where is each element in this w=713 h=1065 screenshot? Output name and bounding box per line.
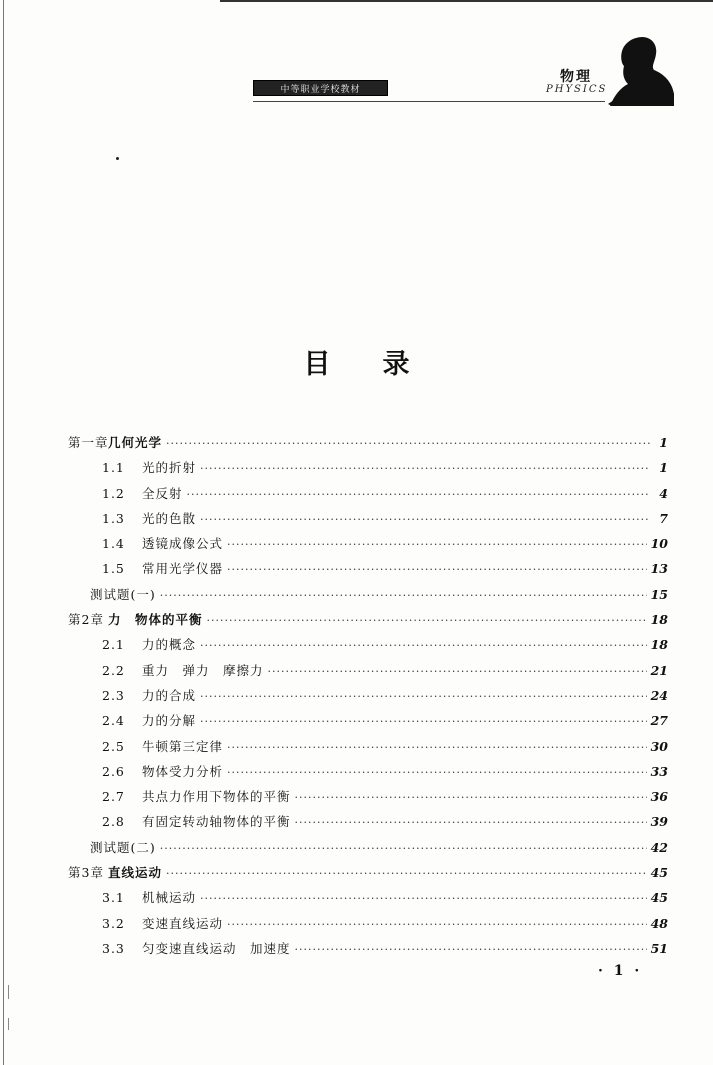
toc-page-number: 51 <box>650 940 668 956</box>
header-underline <box>253 101 605 102</box>
toc-number: 2.6 <box>102 763 125 779</box>
dot-leader <box>166 867 647 880</box>
toc-label: 牛顿第三定律 <box>142 738 224 754</box>
dot-leader <box>200 462 650 475</box>
dot-leader <box>200 715 647 728</box>
toc-entry-chapter[interactable] <box>68 610 668 635</box>
dot-leader <box>268 665 647 678</box>
toc-page-number: 13 <box>650 561 668 577</box>
toc-entry-section[interactable] <box>68 762 668 787</box>
dot-leader <box>295 943 647 956</box>
toc-label: 物体受力分析 <box>142 763 224 779</box>
toc-label: 直线运动 <box>108 865 163 881</box>
toc-page-number: 4 <box>659 485 668 501</box>
toc-page-number: 42 <box>650 839 668 855</box>
toc-page-number: 45 <box>650 890 668 906</box>
toc-page-number: 39 <box>650 814 668 830</box>
toc-page-number: 18 <box>650 612 668 628</box>
toc-number: 2.2 <box>102 662 125 678</box>
toc-label: 常用光学仪器 <box>142 561 224 577</box>
dot-leader <box>166 437 650 450</box>
toc-page-number: 21 <box>650 662 668 678</box>
toc-label: 光的色散 <box>142 510 197 526</box>
toc-label: 重力 弹力 摩擦力 <box>142 662 264 678</box>
toc-label: 匀变速直线运动 加速度 <box>142 940 291 956</box>
banner-text: 中等职业学校教材 <box>280 84 361 95</box>
toc-entry-section[interactable] <box>68 661 668 686</box>
toc-page-number: 1 <box>659 435 668 450</box>
toc-number: 3.1 <box>102 890 125 906</box>
toc-entry-chapter[interactable] <box>68 433 668 458</box>
dot-leader <box>295 816 647 829</box>
toc-label: 机械运动 <box>142 890 197 906</box>
toc-page-number: 1 <box>659 460 668 476</box>
series-banner <box>253 80 388 96</box>
dot-leader <box>160 842 647 855</box>
table-of-contents <box>68 433 668 964</box>
toc-entry-chapter[interactable] <box>68 863 668 888</box>
dot-leader <box>200 892 647 905</box>
dot-leader <box>160 589 647 602</box>
toc-number: 1.4 <box>102 536 125 552</box>
physicist-silhouette-icon <box>606 34 676 106</box>
toc-entry-section[interactable] <box>68 711 668 736</box>
dot-leader <box>187 488 650 501</box>
dot-leader <box>200 513 650 526</box>
toc-number: 2.3 <box>102 687 125 703</box>
toc-page-number: 36 <box>650 789 668 805</box>
toc-entry-section[interactable] <box>68 812 668 837</box>
toc-label: 全反射 <box>142 485 183 501</box>
dot-leader <box>227 563 647 576</box>
toc-page-number: 45 <box>650 865 668 881</box>
dot-leader <box>227 918 647 931</box>
toc-number: 2.5 <box>102 738 125 754</box>
toc-number: 3.3 <box>102 940 125 956</box>
toc-page-number: 24 <box>650 687 668 703</box>
toc-entry-test[interactable] <box>68 585 668 610</box>
subject-en: PHYSICS <box>546 84 608 95</box>
toc-label: 力 物体的平衡 <box>108 612 203 628</box>
toc-number: 第一章 <box>68 435 109 450</box>
toc-label: 测试题(一) <box>90 586 156 602</box>
margin-mark <box>8 1018 9 1030</box>
toc-label: 力的分解 <box>142 713 197 729</box>
toc-label: 几何光学 <box>108 435 163 450</box>
toc-entry-section[interactable] <box>68 509 668 534</box>
toc-number: 3.2 <box>102 915 125 931</box>
dot-leader <box>227 538 647 551</box>
toc-page-number: 7 <box>659 510 668 526</box>
toc-entry-section[interactable] <box>68 939 668 964</box>
toc-label: 测试题(二) <box>90 839 156 855</box>
toc-number: 2.8 <box>102 814 125 830</box>
toc-entry-section[interactable] <box>68 635 668 660</box>
toc-label: 透镜成像公式 <box>142 536 224 552</box>
toc-number: 2.4 <box>102 713 125 729</box>
toc-entry-section[interactable] <box>68 534 668 559</box>
toc-number: 2.7 <box>102 789 125 805</box>
page-edge-rule <box>3 0 4 1065</box>
toc-entry-test[interactable] <box>68 838 668 863</box>
top-rule <box>220 0 713 2</box>
toc-number: 1.2 <box>102 485 125 501</box>
toc-number: 第2章 <box>68 612 104 628</box>
toc-number: 第3章 <box>68 865 104 881</box>
toc-page-number: 48 <box>650 915 668 931</box>
toc-page-number: 18 <box>650 637 668 653</box>
toc-label: 力的概念 <box>142 637 197 653</box>
toc-page-number: 15 <box>650 586 668 602</box>
toc-entry-section[interactable] <box>68 458 668 483</box>
toc-label: 变速直线运动 <box>142 915 224 931</box>
toc-page-number: 10 <box>650 536 668 552</box>
toc-number: 1.5 <box>102 561 125 577</box>
subject-cn: 物理 <box>560 69 592 85</box>
toc-entry-section[interactable] <box>68 787 668 812</box>
dot-leader <box>207 614 647 627</box>
toc-number: 1.1 <box>102 460 125 476</box>
toc-number: 2.1 <box>102 637 125 653</box>
toc-entry-section[interactable] <box>68 737 668 762</box>
speck <box>116 157 119 160</box>
toc-page-number: 27 <box>650 713 668 729</box>
dot-leader <box>227 766 647 779</box>
dot-leader <box>227 741 647 754</box>
toc-entry-section[interactable] <box>68 686 668 711</box>
toc-page-number: 33 <box>650 763 668 779</box>
toc-label: 有固定转动轴物体的平衡 <box>142 814 291 830</box>
dot-leader <box>295 791 647 804</box>
toc-page-number: 30 <box>650 738 668 754</box>
toc-entry-section[interactable] <box>68 559 668 584</box>
toc-label: 力的合成 <box>142 687 197 703</box>
toc-number: 1.3 <box>102 510 125 526</box>
toc-entry-section[interactable] <box>68 888 668 913</box>
toc-label: 光的折射 <box>142 460 197 476</box>
page-number: · 1 · <box>598 963 643 979</box>
dot-leader <box>200 639 647 652</box>
dot-leader <box>200 690 647 703</box>
page-title: 目录 <box>303 349 462 380</box>
toc-entry-section[interactable] <box>68 914 668 939</box>
toc-label: 共点力作用下物体的平衡 <box>142 789 291 805</box>
margin-mark <box>8 985 9 999</box>
toc-entry-section[interactable] <box>68 484 668 509</box>
